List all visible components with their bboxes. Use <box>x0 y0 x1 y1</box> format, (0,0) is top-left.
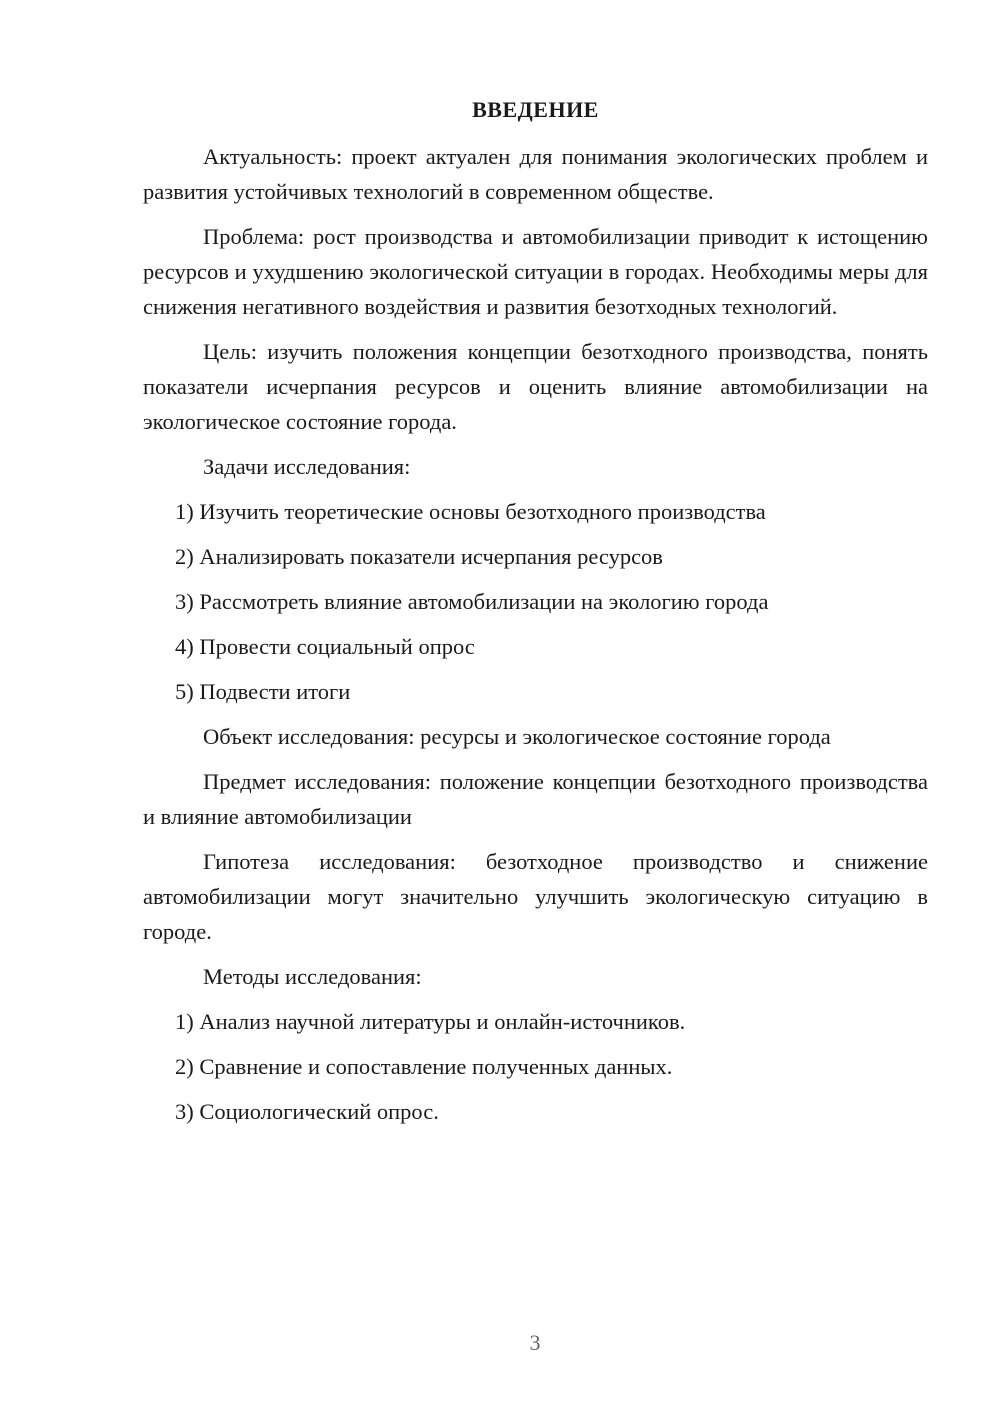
section-heading: ВВЕДЕНИЕ <box>472 97 599 122</box>
list-item: 5) Подвести итоги <box>175 679 351 704</box>
methods-title: Методы исследования: <box>203 964 422 989</box>
document-body <box>143 92 928 1139</box>
list-item: 3) Социологический опрос. <box>175 1099 439 1124</box>
object-paragraph: Объект исследования: ресурсы и экологическое состояние города <box>203 724 831 749</box>
list-item: 3) Рассмотреть влияние автомобилизации на экологию города <box>175 589 769 614</box>
list-item: 1) Анализ научной литературы и онлайн-источников. <box>175 1009 686 1034</box>
subject-paragraph: Предмет исследования: положение концепции безотходного производства и влияние автомобилизации <box>143 769 928 829</box>
list-item: 1) Изучить теоретические основы безотходного производства <box>175 499 766 524</box>
list-item: 2) Сравнение и сопоставление полученных данных. <box>175 1054 673 1079</box>
problem-paragraph: Проблема: рост производства и автомобилизации приводит к истощению ресурсов и ухудшению экологической ситуации в городах. Необходимы меры для снижения негативного воздействия и развития безотходных технологий. <box>143 224 928 319</box>
page-number: 3 <box>529 1330 541 1355</box>
tasks-title: Задачи исследования: <box>203 454 411 479</box>
list-item: 2) Анализировать показатели исчерпания ресурсов <box>175 544 663 569</box>
methods-list <box>143 1004 928 1129</box>
relevance-paragraph: Актуальность: проект актуален для понимания экологических проблем и развития устойчивых технологий в современном обществе. <box>143 144 928 204</box>
list-item: 4) Провести социальный опрос <box>175 634 475 659</box>
hypothesis-paragraph: Гипотеза исследования: безотходное производство и снижение автомобилизации могут значительно улучшить экологическую ситуацию в городе. <box>143 849 928 944</box>
goal-paragraph: Цель: изучить положения концепции безотходного производства, понять показатели исчерпания ресурсов и оценить влияние автомобилизации на экологическое состояние города. <box>143 339 928 434</box>
tasks-list <box>143 494 928 709</box>
